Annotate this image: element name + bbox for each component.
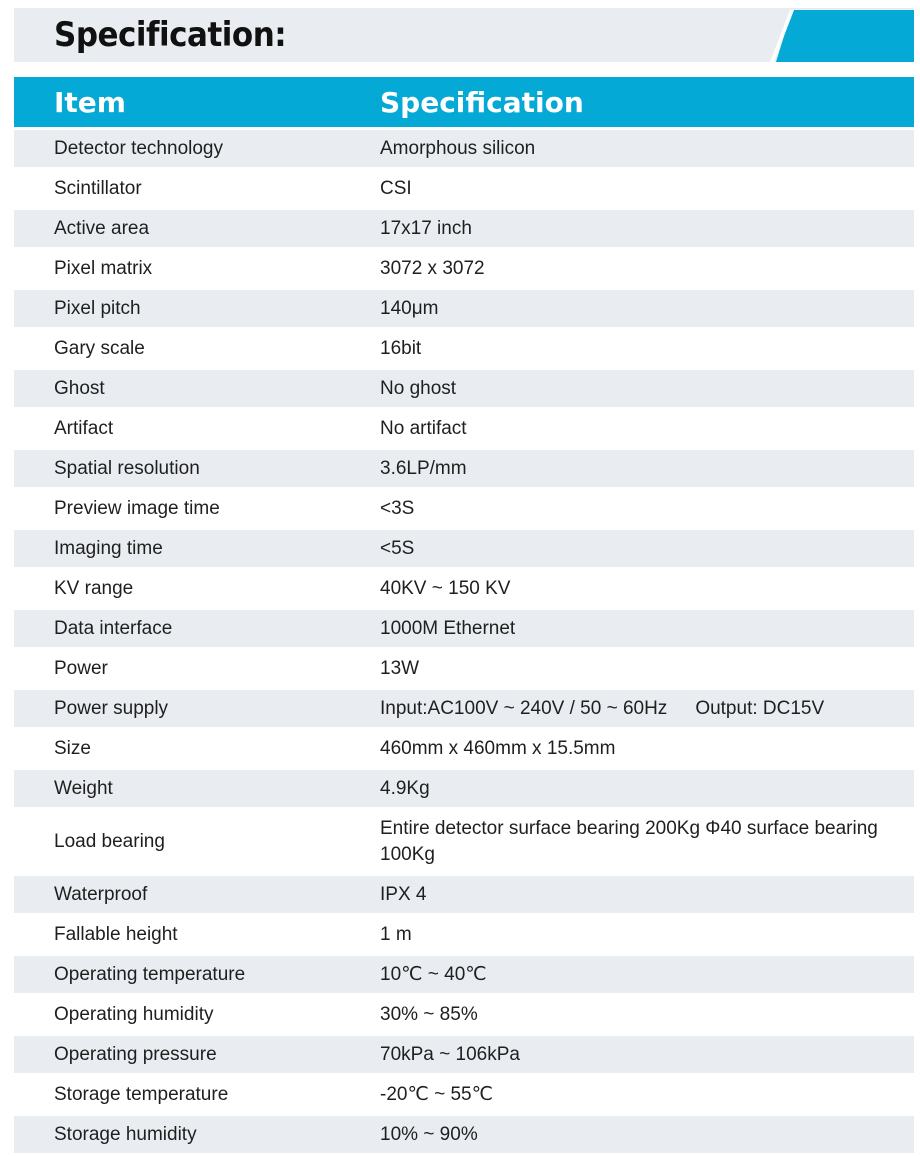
row-item: Weight	[14, 770, 380, 807]
table-row	[14, 610, 914, 647]
row-spec	[380, 810, 914, 873]
row-spec-value: IPX 4	[380, 884, 427, 905]
row-spec-value: 40KV ~ 150 KV	[380, 578, 511, 599]
row-item: Operating humidity	[14, 996, 380, 1033]
row-spec	[380, 530, 914, 567]
row-spec-value: Amorphous silicon	[380, 138, 536, 159]
table-row	[14, 130, 914, 167]
table-row	[14, 916, 914, 953]
row-item: Operating pressure	[14, 1036, 380, 1073]
row-item: Gary scale	[14, 330, 380, 367]
row-spec-value: 70kPa ~ 106kPa	[380, 1044, 520, 1065]
row-item: KV range	[14, 570, 380, 607]
row-item: Pixel matrix	[14, 250, 380, 287]
table-row	[14, 330, 914, 367]
table-row	[14, 1076, 914, 1113]
table-row	[14, 290, 914, 327]
row-item: Storage temperature	[14, 1076, 380, 1113]
row-spec-extra: Output: DC15V	[695, 698, 825, 719]
table-row	[14, 570, 914, 607]
table-row	[14, 250, 914, 287]
row-spec	[380, 210, 914, 247]
row-spec-value: 17x17 inch	[380, 218, 472, 239]
row-item: Waterproof	[14, 876, 380, 913]
table-row	[14, 996, 914, 1033]
page-title: Specification:	[54, 16, 287, 55]
row-spec	[380, 490, 914, 527]
row-item: Size	[14, 730, 380, 767]
table-row	[14, 1036, 914, 1073]
row-item: Scintillator	[14, 170, 380, 207]
row-spec	[380, 1036, 914, 1073]
table-row	[14, 730, 914, 767]
row-spec-value: <3S	[380, 498, 415, 519]
row-item: Operating temperature	[14, 956, 380, 993]
table-row	[14, 1116, 914, 1153]
row-spec-value: 4.9Kg	[380, 778, 430, 799]
row-spec	[380, 1076, 914, 1113]
row-item: Power supply	[14, 690, 380, 727]
row-item: Ghost	[14, 370, 380, 407]
row-spec-value: 16bit	[380, 338, 422, 359]
row-spec-value: -20℃ ~ 55℃	[380, 1084, 493, 1105]
row-spec	[380, 450, 914, 487]
row-spec	[380, 330, 914, 367]
row-item: Data interface	[14, 610, 380, 647]
row-item: Imaging time	[14, 530, 380, 567]
table-row	[14, 410, 914, 447]
row-spec-value: <5S	[380, 538, 415, 559]
row-spec-value: 1 m	[380, 924, 412, 945]
row-item: Detector technology	[14, 130, 380, 167]
row-spec-value: 1000M Ethernet	[380, 618, 516, 639]
row-spec-value: 30% ~ 85%	[380, 1004, 478, 1025]
row-spec	[380, 730, 914, 767]
row-spec	[380, 956, 914, 993]
row-spec	[380, 690, 914, 727]
table-row	[14, 530, 914, 567]
row-spec-value: 10% ~ 90%	[380, 1124, 478, 1145]
row-item: Storage humidity	[14, 1116, 380, 1153]
row-spec	[380, 290, 914, 327]
table-row	[14, 210, 914, 247]
row-spec	[380, 650, 914, 687]
row-spec	[380, 876, 914, 913]
row-spec	[380, 610, 914, 647]
table-row	[14, 770, 914, 807]
header-specification: Specification	[380, 77, 914, 127]
table-row	[14, 450, 914, 487]
table-row	[14, 810, 914, 873]
table-row	[14, 170, 914, 207]
row-item: Active area	[14, 210, 380, 247]
row-item: Load bearing	[14, 810, 380, 873]
row-item: Spatial resolution	[14, 450, 380, 487]
row-spec	[380, 916, 914, 953]
row-item: Preview image time	[14, 490, 380, 527]
row-spec	[380, 370, 914, 407]
row-item: Power	[14, 650, 380, 687]
row-spec-value: 10℃ ~ 40℃	[380, 964, 487, 985]
row-spec	[380, 170, 914, 207]
row-spec	[380, 570, 914, 607]
table-row	[14, 956, 914, 993]
spec-table	[14, 74, 914, 1156]
row-spec	[380, 250, 914, 287]
table-row	[14, 370, 914, 407]
row-spec	[380, 770, 914, 807]
row-spec-value: Input:AC100V ~ 240V / 50 ~ 60Hz	[380, 698, 668, 719]
row-spec	[380, 1116, 914, 1153]
row-item: Artifact	[14, 410, 380, 447]
row-spec-value: 13W	[380, 658, 420, 679]
title-bar	[14, 8, 914, 62]
row-spec-value: 3.6LP/mm	[380, 458, 467, 479]
row-spec-value: 460mm x 460mm x 15.5mm	[380, 738, 616, 759]
row-spec	[380, 996, 914, 1033]
table-header-row	[14, 77, 914, 127]
row-spec-value: 3072 x 3072	[380, 258, 485, 279]
row-spec-value: CSI	[380, 178, 412, 199]
row-spec-value: No ghost	[380, 378, 457, 399]
table-row	[14, 690, 914, 727]
row-spec	[380, 130, 914, 167]
table-row	[14, 650, 914, 687]
row-spec-value: Entire detector surface bearing 200Kg Φ40 surface bearing 100Kg	[380, 818, 878, 865]
table-row	[14, 490, 914, 527]
row-item: Pixel pitch	[14, 290, 380, 327]
row-spec-value: 140μm	[380, 298, 439, 319]
table-body	[14, 130, 914, 1153]
row-spec-value: No artifact	[380, 418, 467, 439]
row-spec	[380, 410, 914, 447]
header-item: Item	[14, 77, 380, 127]
table-row	[14, 876, 914, 913]
row-item: Fallable height	[14, 916, 380, 953]
